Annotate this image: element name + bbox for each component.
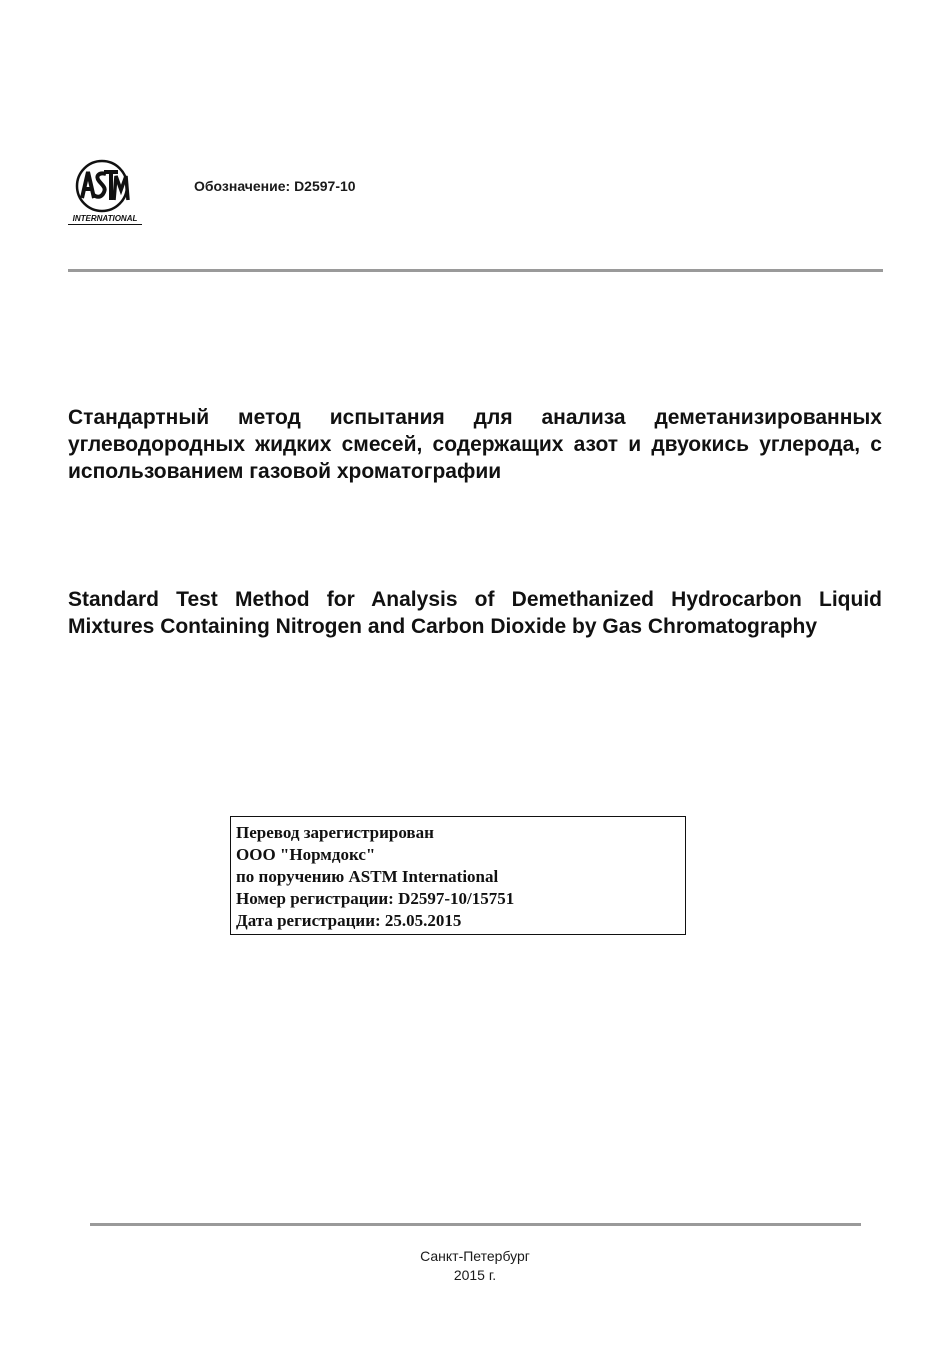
registration-line: Номер регистрации: D2597-10/15751	[236, 889, 515, 908]
designation-label: Обозначение: D2597-10	[194, 178, 356, 194]
title-english: Standard Test Method for Analysis of Demethanized Hydrocarbon Liquid Mixtures Containing Nitrogen and Carbon Dioxide by Gas Chromatography	[68, 588, 882, 638]
title-russian: Стандартный метод испытания для анализа деметанизированных углеводородных жидких смесей, содержащих азот и двуокись углерода, с использованием газовой хроматографии	[68, 406, 882, 483]
astm-logo-icon	[66, 158, 144, 228]
footer-divider	[90, 1223, 861, 1226]
header-divider	[68, 269, 883, 272]
footer-year: 2015 г.	[453, 1267, 497, 1283]
footer-city: Санкт-Петербург	[420, 1248, 530, 1264]
svg-text:INTERNATIONAL: INTERNATIONAL	[72, 214, 138, 223]
registration-box	[230, 816, 686, 935]
astm-logo	[66, 158, 144, 228]
registration-line: Перевод зарегистрирован	[236, 823, 434, 842]
registration-line: ООО "Нормдокс"	[236, 845, 376, 864]
registration-line: Дата регистрации: 25.05.2015	[236, 911, 462, 930]
registration-line: по поручению ASTM International	[236, 867, 499, 886]
